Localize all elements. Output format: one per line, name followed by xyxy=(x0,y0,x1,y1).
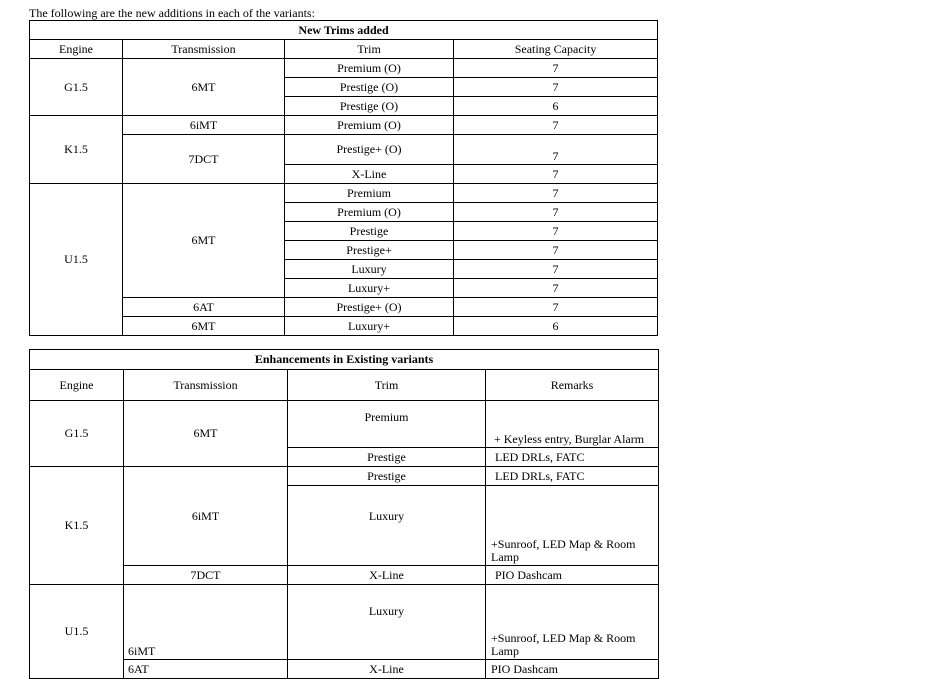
header-trim: Trim xyxy=(288,370,486,401)
trim-cell: X-Line xyxy=(288,660,486,679)
header-seating-capacity: Seating Capacity xyxy=(454,40,658,59)
trim-cell: Prestige xyxy=(288,448,486,467)
header-transmission: Transmission xyxy=(124,370,288,401)
table-title: Enhancements in Existing variants xyxy=(30,350,659,370)
remarks-cell: PIO Dashcam xyxy=(486,566,659,585)
remarks-cell: PIO Dashcam xyxy=(486,660,659,679)
transmission-cell: 6MT xyxy=(124,401,288,467)
table-row xyxy=(30,566,659,585)
seating-cell: 7 xyxy=(454,165,658,184)
transmission-cell: 6MT xyxy=(123,184,285,298)
trim-cell: Luxury xyxy=(285,260,454,279)
trim-cell: Prestige+ (O) xyxy=(285,135,454,165)
header-engine: Engine xyxy=(30,40,123,59)
intro-text: The following are the new additions in each of the variants: xyxy=(29,6,315,20)
seating-cell: 7 xyxy=(454,241,658,260)
table-row xyxy=(30,184,658,203)
trim-cell: Premium (O) xyxy=(285,203,454,222)
seating-cell: 7 xyxy=(454,116,658,135)
table-row xyxy=(30,116,658,135)
trim-cell: X-Line xyxy=(285,165,454,184)
remarks-cell: + Keyless entry, Burglar Alarm xyxy=(486,401,659,448)
transmission-cell: 6AT xyxy=(123,298,285,317)
trim-cell: Prestige (O) xyxy=(285,97,454,116)
seating-cell: 7 xyxy=(454,203,658,222)
engine-cell: U1.5 xyxy=(30,585,124,679)
seating-cell: 7 xyxy=(454,184,658,203)
header-remarks: Remarks xyxy=(486,370,659,401)
trim-cell: Prestige xyxy=(285,222,454,241)
trim-cell: Premium (O) xyxy=(285,116,454,135)
transmission-cell: 6iMT xyxy=(124,467,288,566)
remarks-cell: +Sunroof, LED Map & Room Lamp xyxy=(486,486,659,566)
header-transmission: Transmission xyxy=(123,40,285,59)
trim-cell: Prestige (O) xyxy=(285,78,454,97)
remarks-cell: +Sunroof, LED Map & Room Lamp xyxy=(486,585,659,660)
remarks-cell: LED DRLs, FATC xyxy=(486,467,659,486)
table-title-row xyxy=(30,350,659,370)
transmission-cell: 6MT xyxy=(123,59,285,116)
table-row xyxy=(30,317,658,336)
engine-cell: G1.5 xyxy=(30,401,124,467)
trim-cell: Premium xyxy=(285,184,454,203)
table-row xyxy=(30,660,659,679)
seating-cell: 6 xyxy=(454,317,658,336)
transmission-cell: 6iMT xyxy=(123,116,285,135)
seating-cell: 7 xyxy=(454,279,658,298)
table-title-row xyxy=(30,21,658,40)
transmission-cell: 6iMT xyxy=(124,585,288,660)
trim-cell: Prestige xyxy=(288,467,486,486)
table-row xyxy=(30,467,659,486)
trim-cell: Luxury+ xyxy=(285,317,454,336)
seating-cell: 6 xyxy=(454,97,658,116)
table-row xyxy=(30,59,658,78)
new-trims-table xyxy=(29,20,658,336)
trim-cell: Luxury xyxy=(288,486,486,566)
transmission-cell: 6MT xyxy=(123,317,285,336)
engine-cell: U1.5 xyxy=(30,184,123,336)
table-row xyxy=(30,401,659,448)
trim-cell: X-Line xyxy=(288,566,486,585)
trim-cell: Prestige+ (O) xyxy=(285,298,454,317)
trim-cell: Premium xyxy=(288,401,486,448)
trim-cell: Prestige+ xyxy=(285,241,454,260)
trim-cell: Premium (O) xyxy=(285,59,454,78)
trim-cell: Luxury xyxy=(288,585,486,660)
transmission-cell: 7DCT xyxy=(124,566,288,585)
transmission-cell: 6AT xyxy=(124,660,288,679)
header-row xyxy=(30,370,659,401)
seating-cell: 7 xyxy=(454,260,658,279)
table-row xyxy=(30,585,659,660)
header-row xyxy=(30,40,658,59)
remarks-cell: LED DRLs, FATC xyxy=(486,448,659,467)
seating-cell: 7 xyxy=(454,298,658,317)
seating-cell: 7 xyxy=(454,59,658,78)
transmission-cell: 7DCT xyxy=(123,135,285,184)
trim-cell: Luxury+ xyxy=(285,279,454,298)
table-row xyxy=(30,298,658,317)
engine-cell: K1.5 xyxy=(30,116,123,184)
engine-cell: K1.5 xyxy=(30,467,124,585)
header-trim: Trim xyxy=(285,40,454,59)
seating-cell: 7 xyxy=(454,78,658,97)
engine-cell: G1.5 xyxy=(30,59,123,116)
table-title: New Trims added xyxy=(30,21,658,40)
seating-cell: 7 xyxy=(454,135,658,165)
table-row xyxy=(30,135,658,165)
header-engine: Engine xyxy=(30,370,124,401)
seating-cell: 7 xyxy=(454,222,658,241)
